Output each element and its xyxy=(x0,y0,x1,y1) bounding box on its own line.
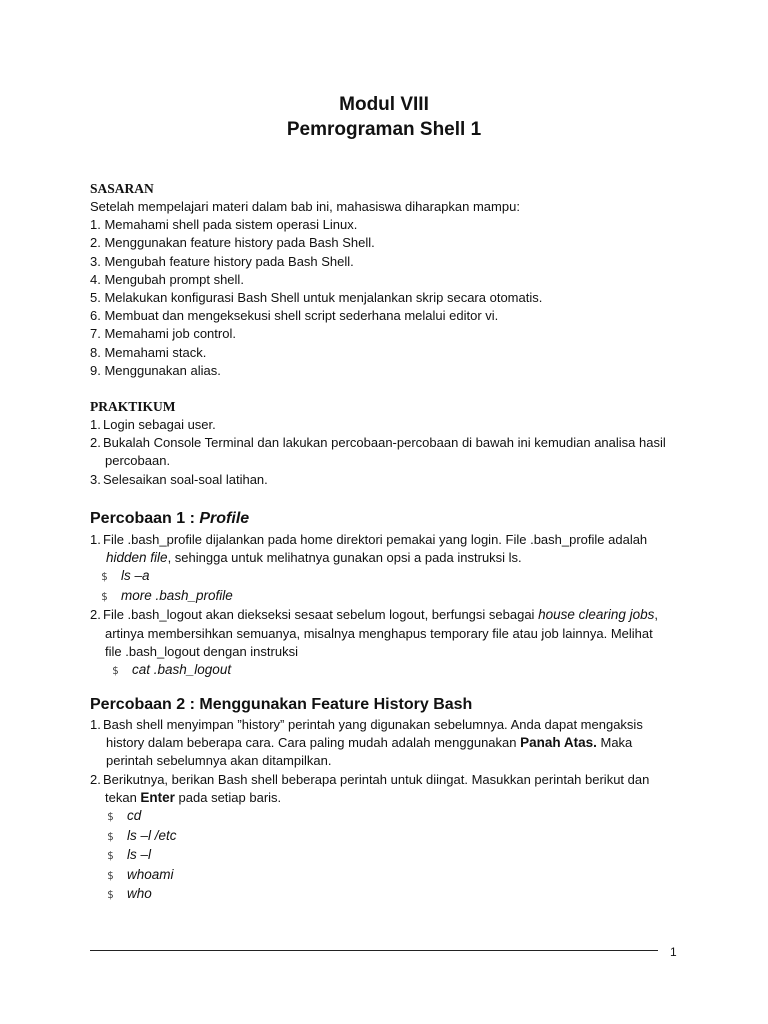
praktikum-item xyxy=(90,434,690,470)
command-text: who xyxy=(127,886,152,902)
percobaan2-item xyxy=(90,771,690,807)
sasaran-item: 4. Mengubah prompt shell. xyxy=(90,271,244,287)
prompt-symbol: $ xyxy=(107,849,114,863)
item-text: File .bash_profile dijalankan pada home direktori pemakai yang login. File .bash_profile adalah xyxy=(103,532,648,547)
item-continuation: file .bash_logout dengan instruksi xyxy=(105,643,298,659)
item-number: 3. xyxy=(90,471,101,487)
item-number: 1. xyxy=(90,417,101,432)
item-continuation: percobaan. xyxy=(105,453,171,469)
item-continuation xyxy=(103,549,690,567)
prompt-symbol: $ xyxy=(107,829,114,843)
prompt-symbol: $ xyxy=(107,810,114,824)
sasaran-item: 1. Memahami shell pada sistem operasi Linux. xyxy=(90,217,358,233)
module-title: Modul VIII xyxy=(339,94,429,115)
bold-text: Panah Atas. xyxy=(520,735,597,751)
command-text: cat .bash_logout xyxy=(132,662,232,678)
item-text: history dalam beberapa cara. Cara paling mudah adalah menggunakan xyxy=(106,735,521,751)
item-text: , sehingga untuk melihatnya gunakan opsi a pada instruksi ls. xyxy=(167,550,522,566)
footer-divider xyxy=(90,950,658,951)
heading-italic: Profile xyxy=(199,510,250,527)
module-subtitle: Pemrograman Shell 1 xyxy=(286,119,482,140)
sasaran-item: 7. Memahami job control. xyxy=(90,326,236,342)
item-text: File .bash_logout akan diekseksi sesaat sebelum logout, berfungsi sebagai xyxy=(103,607,539,623)
command-line xyxy=(90,587,690,607)
prompt-symbol: $ xyxy=(107,888,114,902)
command-line xyxy=(90,827,690,847)
item-number: 1. xyxy=(90,717,101,732)
item-number: 1. xyxy=(90,532,101,547)
emphasis-text: hidden file xyxy=(106,550,168,566)
praktikum-item xyxy=(90,471,690,489)
command-line xyxy=(90,567,690,587)
praktikum-section xyxy=(90,398,690,489)
item-text: pada setiap baris. xyxy=(174,789,282,805)
item-continuation xyxy=(103,789,690,807)
praktikum-heading: PRAKTIKUM xyxy=(90,399,176,414)
sasaran-item: 5. Melakukan konfigurasi Bash Shell untuk menjalankan skrip secara otomatis. xyxy=(90,290,543,306)
page-number: 1 xyxy=(670,945,677,959)
item-text: Berikutnya, berikan Bash shell beberapa perintah untuk diingat. Masukkan perintah berikut dan xyxy=(103,771,650,787)
item-text: tekan xyxy=(105,789,141,805)
percobaan2-item xyxy=(90,716,690,771)
command-text: more .bash_profile xyxy=(121,587,233,603)
item-number: 2. xyxy=(90,607,101,623)
item-text: Maka xyxy=(596,735,633,751)
prompt-symbol: $ xyxy=(101,589,108,603)
prompt-symbol: $ xyxy=(107,868,114,882)
command-line xyxy=(90,661,690,681)
item-text: , xyxy=(654,607,659,623)
command-text: whoami xyxy=(127,866,174,882)
item-text: Bash shell menyimpan ”history” perintah yang digunakan sebelumnya. Anda dapat mengaksis xyxy=(103,717,643,732)
prompt-symbol: $ xyxy=(101,570,108,584)
percobaan1-item xyxy=(90,531,690,567)
sasaran-item: 3. Mengubah feature history pada Bash Shell. xyxy=(90,253,354,269)
command-text: cd xyxy=(127,808,142,824)
item-continuation: artinya membersihkan semuanya, misalnya menghapus temporary file atau job lainnya. Melihat xyxy=(105,625,653,641)
percobaan1-section xyxy=(90,509,690,681)
sasaran-section xyxy=(90,180,690,380)
sasaran-heading: SASARAN xyxy=(90,181,154,196)
command-line xyxy=(90,846,690,866)
title-block xyxy=(0,92,768,142)
command-text: ls –a xyxy=(121,568,150,584)
sasaran-item: 8. Memahami stack. xyxy=(90,344,207,360)
percobaan1-heading xyxy=(90,509,690,529)
emphasis-text: house clearing jobs xyxy=(538,607,655,623)
bold-text: Enter xyxy=(140,789,175,805)
sasaran-item: 9. Menggunakan alias. xyxy=(90,362,221,378)
command-line xyxy=(90,866,690,886)
command-line xyxy=(90,885,690,905)
item-continuation xyxy=(103,734,690,752)
item-text: Bukalah Console Terminal dan lakukan percobaan-percobaan di bawah ini kemudian analisa hasil xyxy=(103,435,666,451)
item-number: 2. xyxy=(90,771,101,787)
prompt-symbol: $ xyxy=(112,664,119,678)
sasaran-intro: Setelah mempelajari materi dalam bab ini, mahasiswa diharapkan mampu: xyxy=(90,199,520,214)
command-text: ls –l /etc xyxy=(127,827,177,843)
item-text: Selesaikan soal-soal latihan. xyxy=(103,471,268,487)
command-text: ls –l xyxy=(127,847,152,863)
percobaan1-item xyxy=(90,606,690,661)
item-continuation: perintah sebelumnya akan ditampilkan. xyxy=(106,753,332,769)
percobaan2-heading: Percobaan 2 : Menggunakan Feature History Bash xyxy=(90,696,473,713)
sasaran-item: 2. Menggunakan feature history pada Bash Shell. xyxy=(90,235,375,251)
sasaran-item: 6. Membuat dan mengeksekusi shell script sederhana melalui editor vi. xyxy=(90,308,499,324)
item-text: Login sebagai user. xyxy=(103,417,216,432)
item-number: 2. xyxy=(90,435,101,451)
percobaan2-section xyxy=(90,695,690,905)
praktikum-item xyxy=(90,416,690,434)
heading-prefix: Percobaan 1 : xyxy=(90,510,200,527)
command-line xyxy=(90,807,690,827)
